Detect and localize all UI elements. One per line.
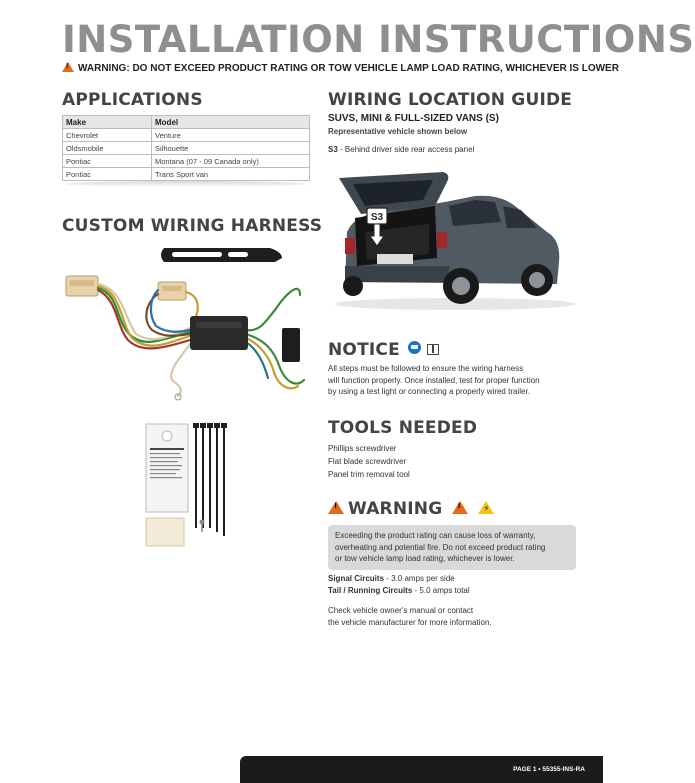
applications-table: [62, 115, 310, 181]
location-text: - Behind driver side rear access panel: [337, 145, 475, 154]
warning-heading: [328, 499, 494, 519]
warning-icon: [452, 501, 468, 514]
warning-box-line: Exceeding the product rating can cause loss of warranty,: [335, 531, 536, 540]
cell-model: Silhouette: [152, 142, 310, 155]
instruction-tag: [146, 424, 188, 512]
cell-make: Oldsmobile: [63, 142, 152, 155]
check-manual-text: [328, 605, 492, 628]
warning-box: [328, 525, 576, 570]
cell-model: Trans Sport van: [152, 168, 310, 181]
cell-model: Montana (07 - 09 Canada only): [152, 155, 310, 168]
warning-icon: [328, 501, 344, 514]
notice-heading: [328, 340, 439, 360]
wiring-harness-image: [60, 240, 310, 400]
tools-list: [328, 442, 410, 481]
table-shadow: [66, 181, 306, 187]
electrical-hazard-icon: ⚡: [478, 501, 494, 514]
vehicle-image: [325, 162, 575, 312]
column-header-model: Model: [152, 116, 310, 129]
notice-heading-text: NOTICE: [328, 340, 400, 360]
header-warning-text: WARNING: DO NOT EXCEED PRODUCT RATING OR TOW VEHICLE LAMP LOAD RATING, WHICHEVER IS LOWER: [78, 63, 619, 74]
trailer-connector: [282, 328, 300, 362]
cell-make: Chevrolet: [63, 129, 152, 142]
check-line: Check vehicle owner's manual or contact: [328, 606, 474, 615]
tail-circuits-label: Tail / Running Circuits: [328, 585, 413, 595]
notice-line: All steps must be followed to ensure the wiring harness: [328, 364, 524, 373]
adhesive-pad: [146, 518, 184, 546]
cell-make: Pontiac: [63, 168, 152, 181]
signal-circuits-rating: [328, 573, 470, 585]
page-number: PAGE 1 • 55355-INS-RA: [513, 766, 585, 773]
table-row: [63, 129, 310, 142]
s3-callout-label: S3: [370, 212, 384, 223]
vehicle-connector-right: [158, 282, 186, 300]
signal-circuits-label: Signal Circuits: [328, 574, 385, 583]
tail-circuits-value: - 5.0 amps total: [412, 585, 470, 595]
notice-text: [328, 363, 540, 398]
applications-table-wrap: [62, 115, 310, 187]
page-title: INSTALLATION INSTRUCTIONS: [62, 18, 695, 61]
notice-line: by using a test light or connecting a properly wired trailer.: [328, 387, 530, 396]
hardware-kit-image: [138, 420, 248, 550]
warning-box-line: or tow vehicle lamp load rating, whichever is lower.: [335, 554, 515, 563]
check-line: the vehicle manufacturer for more information.: [328, 617, 492, 627]
converter-module: [190, 316, 248, 350]
location-description: [328, 145, 474, 154]
wiring-guide-heading: WIRING LOCATION GUIDE: [328, 90, 573, 110]
tool-item: Panel trim removal tool: [328, 470, 410, 479]
table-header-row: [63, 116, 310, 129]
warning-icon: [62, 62, 74, 72]
book-icon: [427, 344, 439, 355]
notice-line: will function properly. Once installed, test for proper function: [328, 375, 540, 385]
signal-circuits-value: - 3.0 amps per side: [384, 574, 455, 583]
location-code: S3: [328, 145, 338, 154]
tool-item: Flat blade screwdriver: [328, 457, 407, 466]
cell-model: Venture: [152, 129, 310, 142]
warning-box-line: overheating and potential fire. Do not exceed product rating: [335, 542, 546, 552]
representative-note: Representative vehicle shown below: [328, 127, 468, 136]
tool-item: Phillips screwdriver: [328, 444, 397, 453]
mounting-bracket: [161, 248, 282, 262]
circuit-ratings: [328, 573, 470, 596]
header-warning: [62, 62, 619, 74]
warning-heading-text: WARNING: [348, 499, 443, 519]
cell-make: Pontiac: [63, 155, 152, 168]
applications-heading: APPLICATIONS: [62, 90, 203, 110]
table-row: [63, 142, 310, 155]
zip-ties: [196, 426, 224, 536]
tail-circuits-rating: [328, 585, 470, 597]
vehicle-class-subheading: SUVS, MINI & FULL-SIZED VANS (S): [328, 113, 499, 124]
vehicle-connector-left: [66, 276, 98, 296]
column-header-make: Make: [63, 116, 152, 129]
table-row: [63, 168, 310, 181]
notice-info-icon: [408, 341, 421, 354]
table-row: [63, 155, 310, 168]
tools-heading: TOOLS NEEDED: [328, 418, 478, 438]
harness-heading: CUSTOM WIRING HARNESS: [62, 216, 323, 236]
zip-tie-heads: [193, 423, 227, 428]
